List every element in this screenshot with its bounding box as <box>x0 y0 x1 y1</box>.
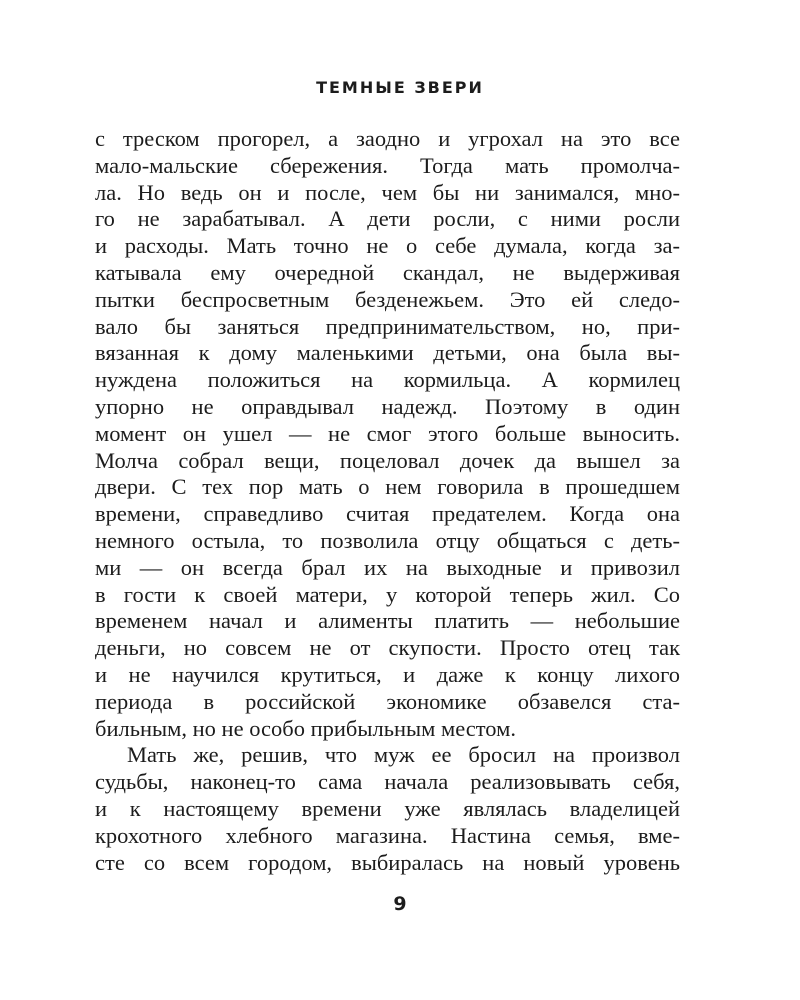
text-line: судьбы, наконец-то сама начала реализовывать себя, <box>95 769 680 795</box>
text-line: и к настоящему времени уже являлась владелицей <box>95 795 680 821</box>
paragraph <box>95 742 680 876</box>
text-line: момент он ушел — не смог этого больше выносить. <box>95 420 680 446</box>
text-line: немного остыла, то позволила отцу общаться с деть- <box>95 527 680 553</box>
text-line: времени, справедливо считая предателем. Когда она <box>95 501 680 527</box>
text-line: вязанная к дому маленькими детьми, она была вы- <box>95 340 680 366</box>
text-line: го не зарабатывал. А дети росли, с ними росли <box>95 206 680 232</box>
text-line: периода в российской экономике обзавелся ста- <box>95 688 680 714</box>
paragraph <box>95 126 680 742</box>
text-line: двери. С тех пор мать о нем говорила в прошедшем <box>95 474 680 500</box>
text-line: и не научился крутиться, и даже к концу лихого <box>95 661 680 687</box>
text-line: бильным, но не особо прибыльным местом. <box>95 715 516 741</box>
text-line: временем начал и алименты платить — небольшие <box>95 608 680 634</box>
text-line: ми — он всегда брал их на выходные и привозил <box>95 554 680 580</box>
running-head: ТЕМНЫЕ ЗВЕРИ <box>316 78 484 97</box>
page-number: 9 <box>393 893 407 915</box>
text-line: катывала ему очередной скандал, не выдерживая <box>95 259 680 285</box>
body-text <box>95 126 680 876</box>
text-line: ла. Но ведь он и после, чем бы ни занимался, мно- <box>95 179 680 205</box>
text-line: упорно не оправдывал надежд. Поэтому в один <box>95 393 680 419</box>
text-line: Мать же, решив, что муж ее бросил на произвол <box>127 742 680 768</box>
text-line: Молча собрал вещи, поцеловал дочек да вышел за <box>95 447 680 473</box>
text-line: с треском прогорел, а заодно и угрохал на это все <box>95 126 680 151</box>
text-line: крохотного хлебного магазина. Настина семья, вме- <box>95 822 680 848</box>
text-line: мало-мальские сбережения. Тогда мать промолча- <box>95 152 680 178</box>
text-line: деньги, но совсем не от скупости. Просто отец так <box>95 635 680 661</box>
text-line: вало бы заняться предпринимательством, но, при- <box>95 313 680 339</box>
text-line: нуждена положиться на кормильца. А кормилец <box>95 367 680 393</box>
text-line: пытки беспросветным безденежьем. Это ей следо- <box>95 286 680 312</box>
text-line: и расходы. Мать точно не о себе думала, когда за- <box>95 233 680 259</box>
text-line: в гости к своей матери, у которой теперь жил. Со <box>95 581 680 607</box>
text-line: сте со всем городом, выбиралась на новый уровень <box>95 849 680 875</box>
